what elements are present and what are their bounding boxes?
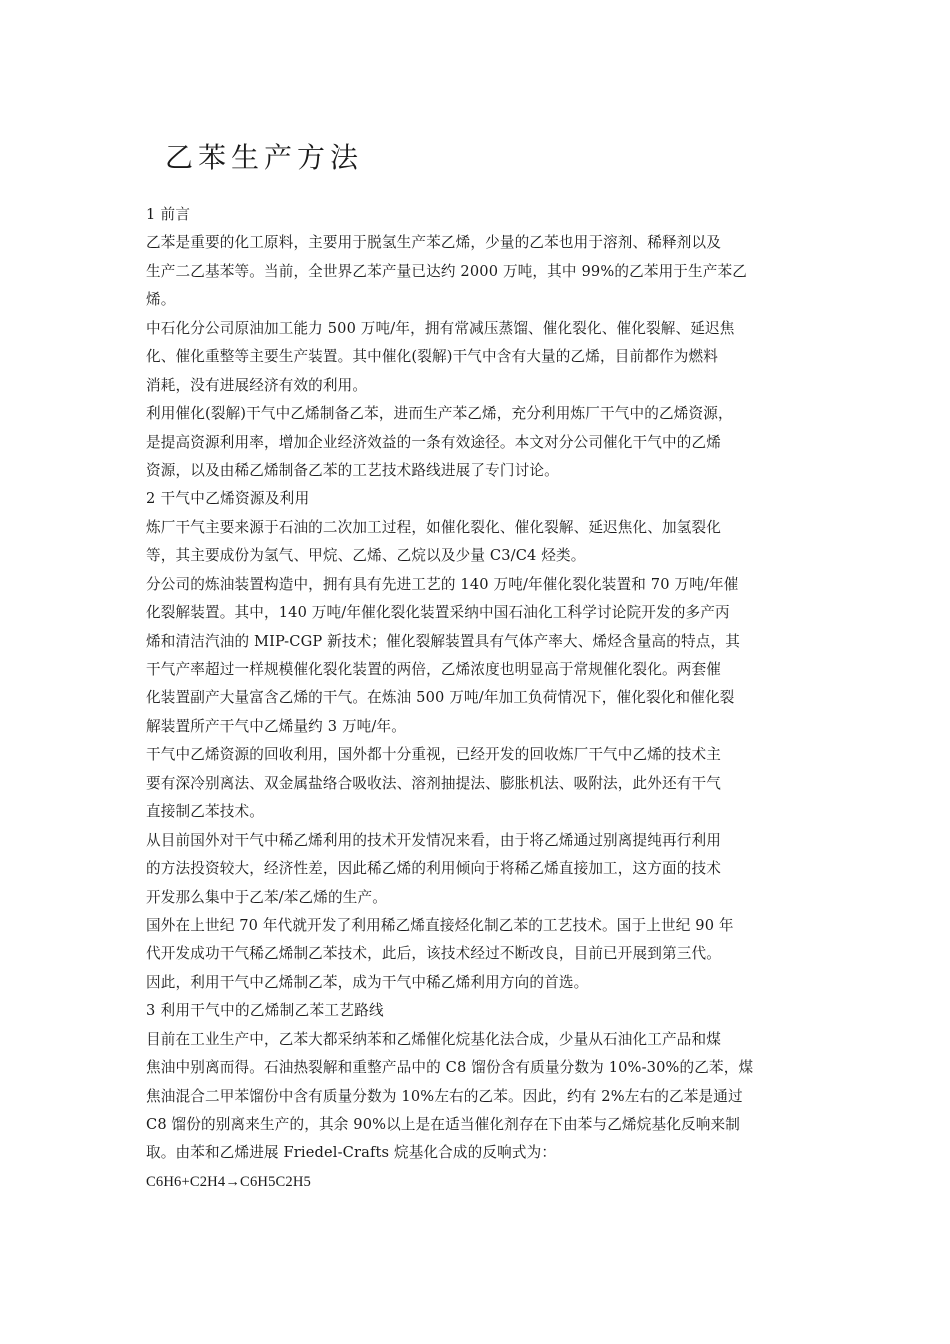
text-line: 化裂解装置。其中，140 万吨/年催化裂化装置采纳中国石油化工科学讨论院开发的多产丙: [146, 604, 730, 622]
text-line: 从目前国外对干气中稀乙烯利用的技术开发情况来看，由于将乙烯通过别离提纯再行利用: [146, 831, 722, 849]
text-line: 目前在工业生产中，乙苯大都采纳苯和乙烯催化烷基化法合成，少量从石油化工产品和煤: [146, 1030, 722, 1048]
text-line: 是提高资源利用率，增加企业经济效益的一条有效途径。本文对分公司催化干气中的乙烯: [146, 433, 722, 451]
section-heading-3: 3 利用干气中的乙烯制乙苯工艺路线: [146, 1002, 384, 1020]
text-line: 中石化分公司原油加工能力 500 万吨/年，拥有常减压蒸馏、催化裂化、催化裂解、延迟焦: [146, 319, 735, 337]
text-line: 取。由苯和乙烯进展 Friedel-Crafts 烷基化合成的反响式为：: [146, 1144, 557, 1162]
text-line: C8 馏份的别离来生产的，其余 90%以上是在适当催化剂存在下由苯与乙烯烷基化反响来制: [146, 1116, 740, 1133]
text-line: 开发那么集中于乙苯/苯乙烯的生产。: [146, 888, 387, 906]
text-line: 烯和清洁汽油的 MIP-CGP 新技术；催化裂解装置具有气体产率大、烯烃含量高的特点，其: [146, 632, 740, 650]
text-line: 资源，以及由稀乙烯制备乙苯的工艺技术路线进展了专门讨论。: [146, 461, 559, 479]
text-line: 焦油混合二甲苯馏份中含有质量分数为 10%左右的乙苯。因此，约有 2%左右的乙苯是通过: [146, 1087, 743, 1105]
text-line: 干气中乙烯资源的回收利用，国外都十分重视，已经开发的回收炼厂干气中乙烯的技术主: [146, 746, 722, 764]
section-heading-2: 2 干气中乙烯资源及利用: [146, 490, 310, 508]
text-line: 化装置副产大量富含乙烯的干气。在炼油 500 万吨/年加工负荷情况下，催化裂化和催化裂: [146, 689, 735, 707]
text-line: 化、催化重整等主要生产装置。其中催化(裂解)干气中含有大量的乙烯，目前都作为燃料: [146, 348, 718, 366]
text-line: 生产二乙基苯等。当前，全世界乙苯产量已达约 2000 万吨，其中 99%的乙苯用于生产苯乙: [146, 262, 748, 280]
text-line: 直接制乙苯技术。: [146, 803, 264, 821]
text-line: 乙苯是重要的化工原料，主要用于脱氢生产苯乙烯，少量的乙苯也用于溶剂、稀释剂以及: [146, 234, 722, 252]
document-body: [146, 201, 806, 1196]
text-line: 消耗，没有进展经济有效的利用。: [146, 376, 368, 394]
reaction-equation: C6H6+C2H4→C6H5C2H5: [146, 1173, 311, 1190]
text-line: 代开发成功干气稀乙烯制乙苯技术，此后，该技术经过不断改良，目前已开展到第三代。: [146, 945, 722, 963]
document-title: 乙苯生产方法: [165, 141, 364, 174]
text-line: 解装置所产干气中乙烯量约 3 万吨/年。: [146, 717, 406, 735]
text-line: 分公司的炼油装置构造中，拥有具有先进工艺的 140 万吨/年催化裂化装置和 70 万吨/年催: [146, 575, 739, 593]
text-line: 炼厂干气主要来源于石油的二次加工过程，如催化裂化、催化裂解、延迟焦化、加氢裂化: [146, 518, 722, 536]
text-line: 等，其主要成份为氢气、甲烷、乙烯、乙烷以及少量 C3/C4 烃类。: [146, 547, 586, 565]
text-line: 因此，利用干气中乙烯制乙苯，成为干气中稀乙烯利用方向的首选。: [146, 973, 589, 991]
text-line: 烯。: [146, 291, 176, 309]
text-line: 要有深冷别离法、双金属盐络合吸收法、溶剂抽提法、膨胀机法、吸附法，此外还有干气: [146, 774, 722, 792]
text-line: 干气产率超过一样规模催化裂化装置的两倍，乙烯浓度也明显高于常规催化裂化。两套催: [146, 661, 722, 678]
text-line: 的方法投资较大，经济性差，因此稀乙烯的利用倾向于将稀乙烯直接加工，这方面的技术: [146, 860, 722, 878]
text-line: 国外在上世纪 70 年代就开发了利用稀乙烯直接烃化制乙苯的工艺技术。国于上世纪 90 年: [146, 916, 734, 934]
section-heading-1: 1 前言: [146, 206, 191, 223]
text-line: 利用催化(裂解)干气中乙烯制备乙苯，进而生产苯乙烯，充分利用炼厂干气中的乙烯资源，: [146, 405, 733, 423]
text-line: 焦油中别离而得。石油热裂解和重整产品中的 C8 馏份含有质量分数为 10%-30%的乙苯，煤: [146, 1059, 754, 1077]
